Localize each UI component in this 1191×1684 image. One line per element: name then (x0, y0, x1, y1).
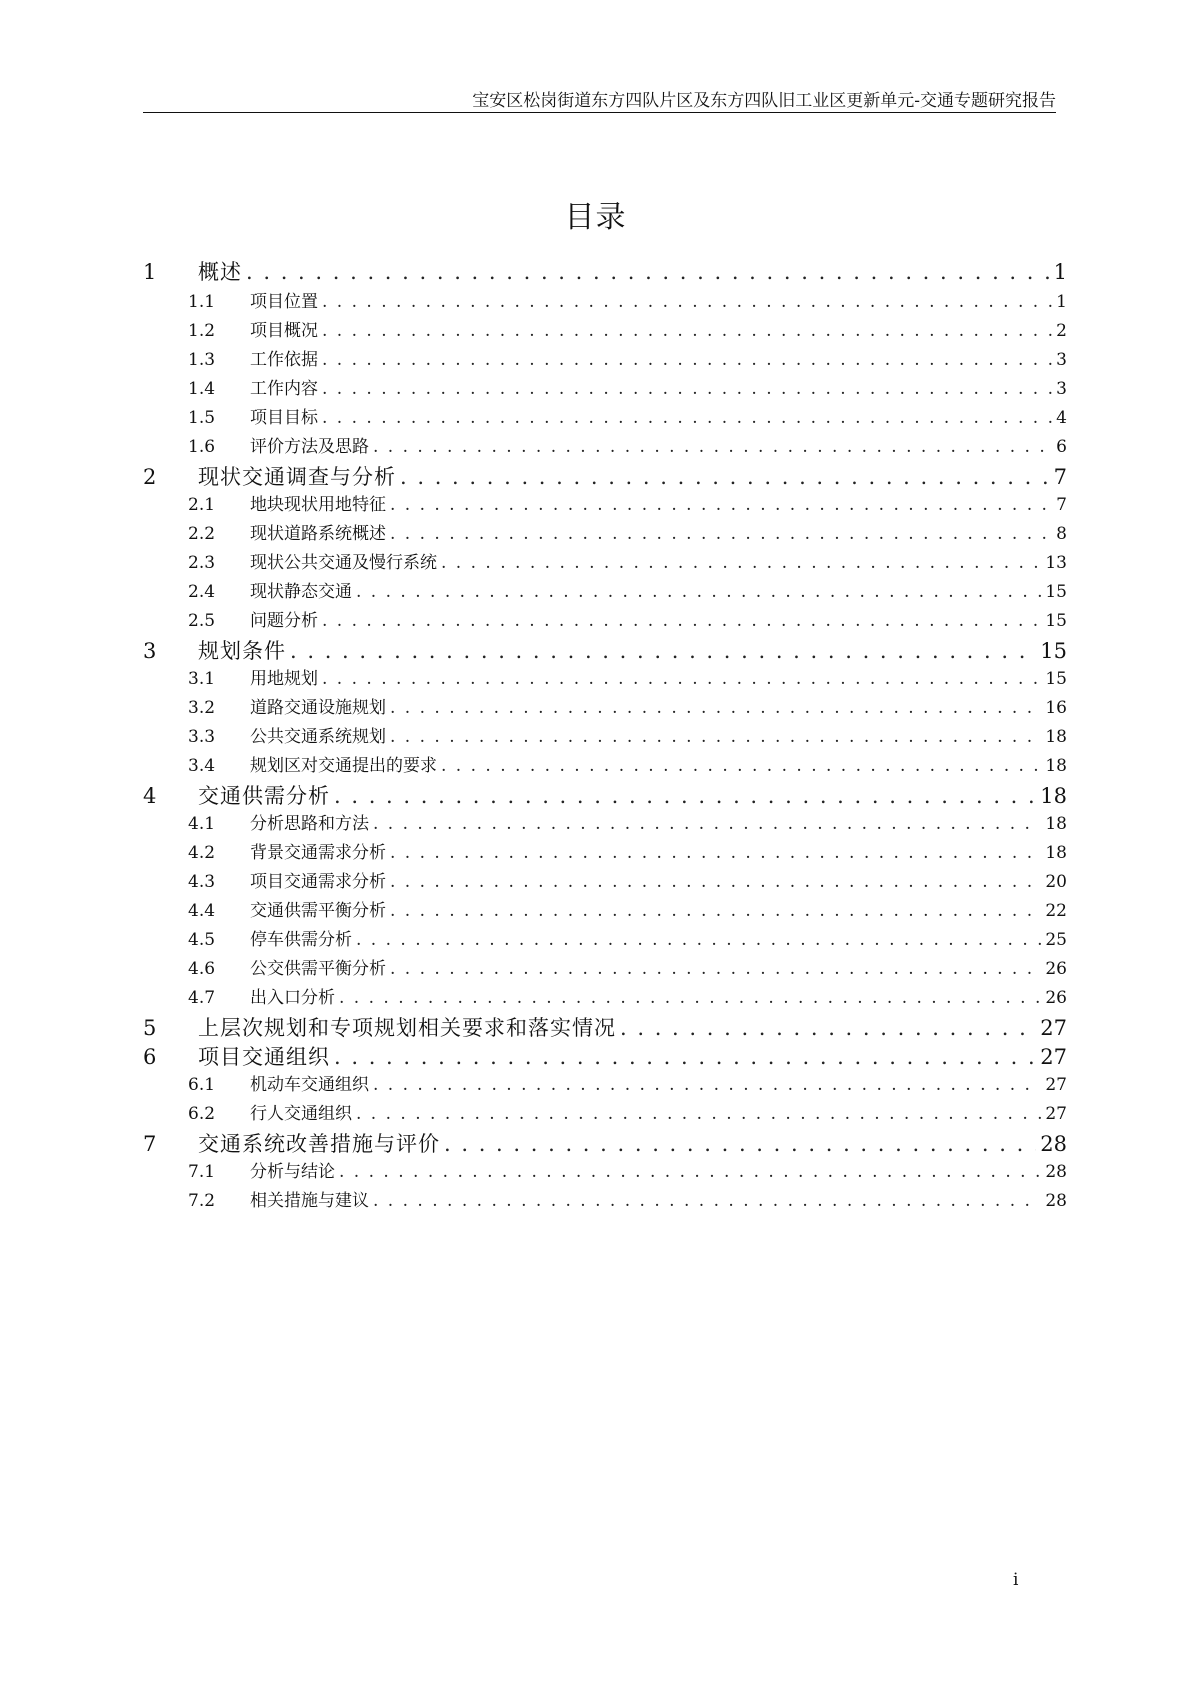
toc-entry-page: 16 (1045, 698, 1067, 718)
toc-entry-page: 18 (1045, 814, 1067, 834)
footer-page-number: i (1013, 1570, 1019, 1590)
toc-entry-label: 公交供需平衡分析 (250, 959, 386, 979)
toc-entry[interactable] (143, 256, 1067, 286)
toc-entry-label: 交通系统改善措施与评价 (198, 1132, 440, 1156)
toc-entry-number: 2.2 (188, 524, 216, 544)
toc-entry-page: 3 (1056, 379, 1067, 399)
toc-entry[interactable] (143, 490, 1067, 518)
toc-entry-number: 6.1 (188, 1075, 216, 1095)
toc-entry-label: 上层次规划和专项规划相关要求和落实情况 (198, 1016, 616, 1040)
toc-entry-label: 分析与结论 (250, 1162, 335, 1182)
toc-entry[interactable] (143, 635, 1067, 665)
toc-entry-page: 25 (1045, 930, 1067, 950)
running-header: 宝安区松岗街道东方四队片区及东方四队旧工业区更新单元-交通专题研究报告 (472, 91, 1056, 111)
toc-dot-leader (322, 669, 1041, 689)
toc-dot-leader (390, 524, 1052, 544)
toc-entry-label: 项目交通组织 (198, 1045, 330, 1069)
toc-entry-number: 1.3 (188, 350, 216, 370)
toc-entry-label: 项目位置 (250, 292, 318, 312)
toc-entry[interactable] (143, 287, 1067, 315)
toc-entry[interactable] (143, 345, 1067, 373)
toc-entry-label: 现状道路系统概述 (250, 524, 386, 544)
toc-entry-number: 1.2 (188, 321, 216, 341)
toc-entry-page: 26 (1045, 988, 1067, 1008)
header-divider (143, 112, 1056, 113)
toc-entry-number: 1.5 (188, 408, 216, 428)
toc-dot-leader (246, 260, 1050, 284)
toc-entry-page: 6 (1056, 437, 1067, 457)
toc-entry-number: 7 (143, 1132, 157, 1156)
toc-entry-label: 背景交通需求分析 (250, 843, 386, 863)
toc-entry-label: 道路交通设施规划 (250, 698, 386, 718)
toc-title: 目录 (564, 200, 627, 235)
toc-entry[interactable] (143, 432, 1067, 460)
toc-entry[interactable] (143, 577, 1067, 605)
toc-dot-leader (356, 1104, 1041, 1124)
toc-entry-label: 分析思路和方法 (250, 814, 369, 834)
toc-entry-label: 交通供需分析 (198, 784, 330, 808)
toc-entry-page: 27 (1040, 1016, 1067, 1040)
toc-entry-page: 15 (1045, 669, 1067, 689)
toc-entry-page: 26 (1045, 959, 1067, 979)
toc-entry-page: 27 (1040, 1045, 1067, 1069)
toc-entry-label: 公共交通系统规划 (250, 727, 386, 747)
toc-dot-leader (290, 639, 1036, 663)
toc-entry[interactable] (143, 1099, 1067, 1127)
toc-entry-page: 1 (1053, 260, 1067, 284)
toc-entry-number: 4.2 (188, 843, 216, 863)
toc-entry[interactable] (143, 751, 1067, 779)
toc-entry-number: 3.1 (188, 669, 216, 689)
toc-entry-page: 13 (1045, 553, 1067, 573)
toc-entry[interactable] (143, 1041, 1067, 1071)
toc-entry-page: 18 (1045, 756, 1067, 776)
toc-entry-number: 2.4 (188, 582, 216, 602)
toc-entry[interactable] (143, 954, 1067, 982)
toc-entry[interactable] (143, 1070, 1067, 1098)
toc-entry-number: 4.5 (188, 930, 216, 950)
toc-entry[interactable] (143, 374, 1067, 402)
toc-entry[interactable] (143, 1012, 1067, 1042)
toc-entry[interactable] (143, 780, 1067, 810)
toc-entry-label: 项目概况 (250, 321, 318, 341)
toc-entry-page: 1 (1056, 292, 1067, 312)
toc-entry[interactable] (143, 693, 1067, 721)
toc-dot-leader (356, 930, 1041, 950)
toc-entry[interactable] (143, 519, 1067, 547)
toc-entry-page: 18 (1045, 843, 1067, 863)
toc-entry-number: 1.1 (188, 292, 216, 312)
toc-entry-page: 8 (1056, 524, 1067, 544)
toc-entry-number: 6.2 (188, 1104, 216, 1124)
toc-dot-leader (441, 553, 1041, 573)
toc-entry-page: 27 (1045, 1104, 1067, 1124)
toc-entry-number: 4.3 (188, 872, 216, 892)
toc-entry-number: 7.1 (188, 1162, 216, 1182)
toc-entry-label: 地块现状用地特征 (250, 495, 386, 515)
toc-entry-page: 4 (1056, 408, 1067, 428)
toc-entry-page: 28 (1045, 1162, 1067, 1182)
toc-entry[interactable] (143, 461, 1067, 491)
toc-entry-number: 4.4 (188, 901, 216, 921)
toc-entry[interactable] (143, 838, 1067, 866)
toc-dot-leader (390, 843, 1041, 863)
toc-dot-leader (356, 582, 1041, 602)
toc-dot-leader (373, 1191, 1041, 1211)
toc-entry-number: 6 (143, 1045, 157, 1069)
toc-entry-number: 4.7 (188, 988, 216, 1008)
toc-entry-page: 15 (1045, 582, 1067, 602)
toc-entry-number: 3.3 (188, 727, 216, 747)
toc-entry-number: 2.5 (188, 611, 216, 631)
toc-entry-page: 20 (1045, 872, 1067, 892)
toc-entry[interactable] (143, 664, 1067, 692)
toc-entry-label: 规划区对交通提出的要求 (250, 756, 437, 776)
toc-entry[interactable] (143, 403, 1067, 431)
toc-entry-number: 1.6 (188, 437, 216, 457)
toc-entry-number: 4.6 (188, 959, 216, 979)
toc-entry-label: 评价方法及思路 (250, 437, 369, 457)
toc-entry-page: 7 (1056, 495, 1067, 515)
toc-dot-leader (373, 814, 1041, 834)
toc-dot-leader (334, 784, 1036, 808)
toc-dot-leader (322, 611, 1041, 631)
toc-dot-leader (390, 727, 1041, 747)
toc-dot-leader (334, 1045, 1036, 1069)
toc-entry[interactable] (143, 1128, 1067, 1158)
toc-entry-number: 3.2 (188, 698, 216, 718)
toc-entry-number: 7.2 (188, 1191, 216, 1211)
toc-dot-leader (390, 698, 1041, 718)
toc-entry-label: 概述 (198, 260, 242, 284)
toc-entry[interactable] (143, 867, 1067, 895)
toc-entry-number: 2.3 (188, 553, 216, 573)
toc-entry-number: 1 (143, 260, 157, 284)
toc-dot-leader (400, 465, 1050, 489)
toc-entry-number: 4.1 (188, 814, 216, 834)
toc-entry-label: 行人交通组织 (250, 1104, 352, 1124)
toc-entry[interactable] (143, 896, 1067, 924)
toc-entry-label: 项目交通需求分析 (250, 872, 386, 892)
toc-dot-leader (390, 872, 1041, 892)
toc-entry-page: 22 (1045, 901, 1067, 921)
toc-dot-leader (339, 988, 1041, 1008)
toc-entry[interactable] (143, 1186, 1067, 1214)
toc-entry-number: 5 (143, 1016, 157, 1040)
toc-entry-label: 现状公共交通及慢行系统 (250, 553, 437, 573)
toc-entry-label: 问题分析 (250, 611, 318, 631)
toc-entry-label: 相关措施与建议 (250, 1191, 369, 1211)
toc-entry-label: 用地规划 (250, 669, 318, 689)
toc-entry-label: 机动车交通组织 (250, 1075, 369, 1095)
toc-entry-page: 28 (1040, 1132, 1067, 1156)
toc-entry-number: 3 (143, 639, 157, 663)
toc-entry-page: 15 (1040, 639, 1067, 663)
toc-dot-leader (339, 1162, 1041, 1182)
toc-entry-number: 1.4 (188, 379, 216, 399)
toc-dot-leader (390, 901, 1041, 921)
toc-dot-leader (322, 408, 1052, 428)
toc-dot-leader (390, 959, 1041, 979)
toc-dot-leader (322, 321, 1052, 341)
toc-dot-leader (390, 495, 1052, 515)
toc-dot-leader (373, 437, 1052, 457)
toc-entry[interactable] (143, 548, 1067, 576)
toc-entry-number: 2.1 (188, 495, 216, 515)
toc-dot-leader (373, 1075, 1041, 1095)
toc-entry-label: 工作依据 (250, 350, 318, 370)
toc-entry-label: 规划条件 (198, 639, 286, 663)
toc-entry-label: 停车供需分析 (250, 930, 352, 950)
toc-dot-leader (322, 350, 1052, 370)
toc-entry-label: 出入口分析 (250, 988, 335, 1008)
toc-entry-label: 交通供需平衡分析 (250, 901, 386, 921)
toc-entry[interactable] (143, 925, 1067, 953)
toc-dot-leader (441, 756, 1041, 776)
toc-entry[interactable] (143, 809, 1067, 837)
toc-entry-page: 18 (1045, 727, 1067, 747)
toc-entry-label: 项目目标 (250, 408, 318, 428)
toc-dot-leader (444, 1132, 1036, 1156)
toc-entry[interactable] (143, 1157, 1067, 1185)
toc-entry[interactable] (143, 316, 1067, 344)
toc-entry-label: 现状交通调查与分析 (198, 465, 396, 489)
toc-entry-number: 2 (143, 465, 157, 489)
toc-dot-leader (322, 292, 1052, 312)
toc-entry-page: 7 (1053, 465, 1067, 489)
toc-dot-leader (620, 1016, 1036, 1040)
toc-entry[interactable] (143, 983, 1067, 1011)
toc-entry[interactable] (143, 606, 1067, 634)
toc-entry-page: 18 (1040, 784, 1067, 808)
toc-entry-page: 3 (1056, 350, 1067, 370)
toc-entry-page: 27 (1045, 1075, 1067, 1095)
toc-entry-page: 15 (1045, 611, 1067, 631)
toc-entry-page: 28 (1045, 1191, 1067, 1211)
toc-entry-number: 4 (143, 784, 157, 808)
toc-entry-page: 2 (1056, 321, 1067, 341)
toc-entry-label: 现状静态交通 (250, 582, 352, 602)
toc-entry[interactable] (143, 722, 1067, 750)
toc-dot-leader (322, 379, 1052, 399)
toc-entry-number: 3.4 (188, 756, 216, 776)
toc-entry-label: 工作内容 (250, 379, 318, 399)
